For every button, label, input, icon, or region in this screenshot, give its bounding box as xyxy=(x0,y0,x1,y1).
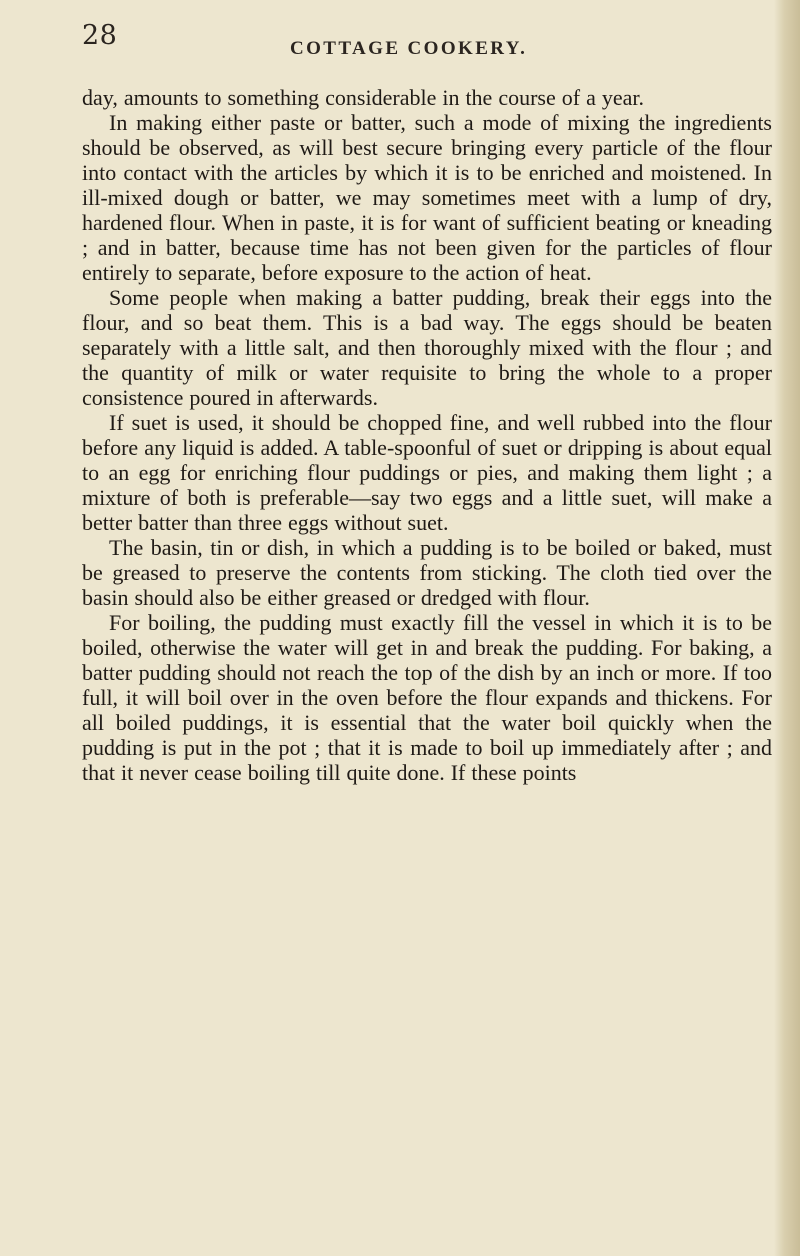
page-edge-shadow xyxy=(774,0,800,1256)
running-head: COTTAGE COOKERY. xyxy=(290,38,528,59)
paragraph-suet: If suet is used, it should be chopped fine, and well rubbed into the flour before any liquid is added. A table-spoonful of suet or dripping is about equal to an egg for enriching flour puddings or pies, and making them light ; a mixture of both is preferable—say two eggs and a little suet, will make a better batter than three eggs without suet. xyxy=(82,410,772,535)
paragraph-basin: The basin, tin or dish, in which a pudding is to be boiled or baked, must be greased to preserve the contents from sticking. The cloth tied over the basin should also be either greased or dredged with flour. xyxy=(82,535,772,610)
paragraph-mixing: In making either paste or batter, such a mode of mixing the ingredients should be observed, as will best secure bringing every particle of the flour into contact with the articles by which it is to be enriched and moistened. In ill-mixed dough or batter, we may sometimes meet with a lump of dry, hardened flour. When in paste, it is for want of sufficient beating or kneading ; and in batter, because time has not been given for the particles of flour entirely to separate, before exposure to the action of heat. xyxy=(82,110,772,285)
paragraph-boiling: For boiling, the pudding must exactly fill the vessel in which it is to be boiled, otherwise the water will get in and break the pudding. For baking, a batter pudding should not reach the top of the dish by an inch or more. If too full, it will boil over in the oven before the flour expands and thickens. For all boiled puddings, it is essential that the water boil quickly when the pudding is put in the pot ; that it is made to boil up immediately after ; and that it never cease boiling till quite done. If these points xyxy=(82,610,772,785)
page-number: 28 xyxy=(82,20,118,51)
body-text xyxy=(82,85,772,785)
paragraph-continuation: day, amounts to something considerable in the course of a year. xyxy=(82,85,644,110)
paragraph-eggs: Some people when making a batter pudding, break their eggs into the flour, and so beat them. This is a bad way. The eggs should be beaten separately with a little salt, and then thoroughly mixed with the flour ; and the quantity of milk or water requisite to bring the whole to a proper consistence poured in afterwards. xyxy=(82,285,772,410)
